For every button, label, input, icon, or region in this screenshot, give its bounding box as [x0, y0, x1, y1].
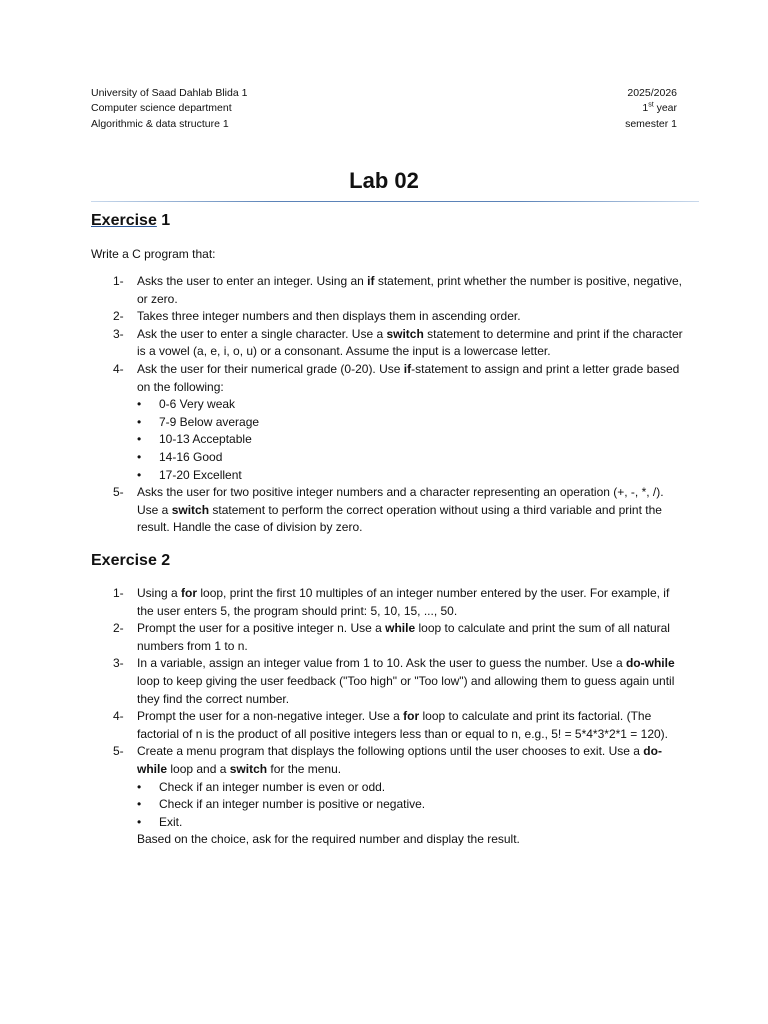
menu-options-list	[113, 779, 683, 832]
exercise-1-list	[113, 273, 683, 537]
exercise-1-intro: Write a C program that:	[91, 247, 216, 261]
department-name: Computer science department	[91, 102, 232, 115]
grade-item: • 10-13 Acceptable	[113, 431, 683, 449]
exercise-2-heading: Exercise 2	[91, 552, 171, 569]
grade-item: • 17-20 Excellent	[113, 467, 683, 485]
grade-list	[113, 396, 683, 484]
menu-option: • Check if an integer number is positive or negative.	[113, 796, 683, 814]
list-item: 1- Using a for loop, print the first 10 multiples of an integer number entered by the user. For example, if the user enters 5, the program should print: 5, 10, 15, ..., 50.	[113, 586, 670, 618]
exercise-1-heading: Exercise 1	[91, 212, 171, 229]
title-divider	[91, 201, 699, 202]
menu-option: • Exit.	[113, 814, 683, 832]
course-name: Algorithmic & data structure 1	[91, 117, 229, 130]
closing-instruction: Based on the choice, ask for the required number and display the result.	[137, 832, 520, 847]
list-item: 4- Ask the user for their numerical grade (0-20). Use if-statement to assign and print a letter grade based on the following:	[113, 361, 680, 394]
exercise-2-list	[113, 585, 683, 849]
list-item: 3- In a variable, assign an integer value from 1 to 10. Ask the user to guess the number. Use a do-while loop to keep giving the user feedback ("Too high" or "Too low") and allowing them to guess again until they find the correct number.	[113, 656, 675, 706]
header-block	[91, 86, 677, 132]
university-name: University of Saad Dahlab Blida 1	[91, 87, 248, 99]
study-level: 1st year	[642, 101, 677, 115]
list-item: 5- Create a menu program that displays the following options until the user chooses to exit. Use a do-while loop and a switch for the menu.	[113, 744, 662, 776]
list-item: 4- Prompt the user for a non-negative integer. Use a for loop to calculate and print its factorial. (The factorial of n is the product of all positive integers less than or equal to n, e.g., 5! = 5*4*3*2*1 = 120).	[113, 709, 668, 741]
page-title: Lab 02	[349, 168, 419, 193]
list-item: 5- Asks the user for two positive integer numbers and a character representing an operation (+, -, *, /). Use a switch statement to perform the correct operation without using a third variable and print the result. Handle the case of division by zero.	[113, 485, 664, 535]
list-item: 1- Asks the user to enter an integer. Using an if statement, print whether the number is positive, negative, or zero.	[113, 274, 682, 306]
grade-item: • 14-16 Good	[113, 449, 683, 467]
academic-year: 2025/2026	[627, 87, 677, 99]
menu-option: • Check if an integer number is even or odd.	[113, 779, 683, 797]
semester: semester 1	[625, 117, 677, 130]
grade-item: • 7-9 Below average	[113, 414, 683, 432]
list-item: 2- Prompt the user for a positive integer n. Use a while loop to calculate and print the sum of all natural numbers from 1 to n.	[113, 621, 670, 653]
grade-item: • 0-6 Very weak	[113, 396, 683, 414]
list-item: 3- Ask the user to enter a single character. Use a switch statement to determine and print if the character is a vowel (a, e, i, o, u) or a consonant. Assume the input is a lowercase letter.	[113, 326, 683, 359]
list-item: 2- Takes three integer numbers and then displays them in ascending order.	[113, 309, 521, 324]
